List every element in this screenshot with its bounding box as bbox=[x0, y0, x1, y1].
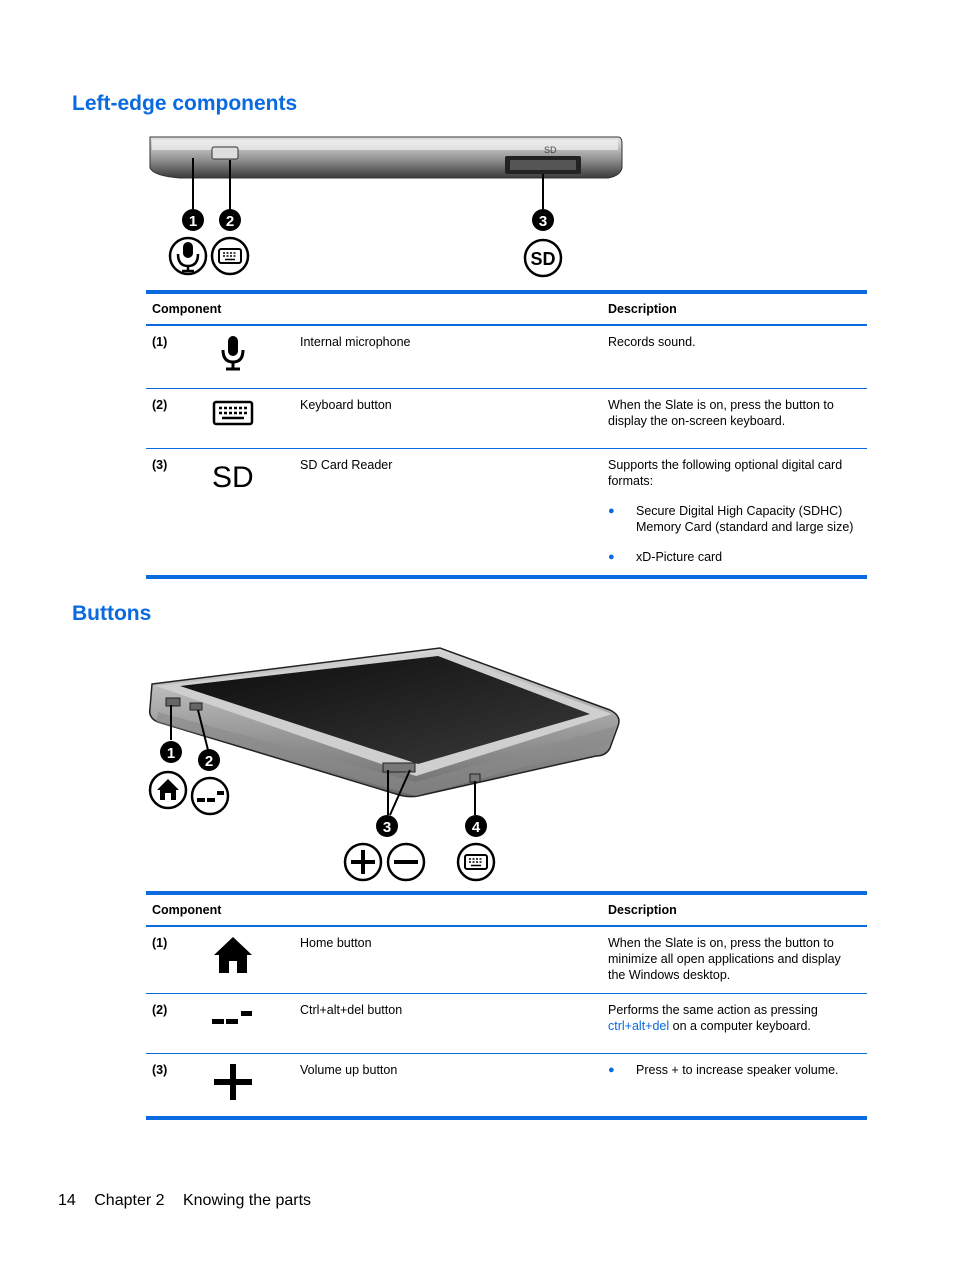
page-number: 14 bbox=[58, 1192, 76, 1209]
section-title-left-edge: Left-edge components bbox=[72, 92, 298, 115]
ctrl-alt-del-icon bbox=[192, 778, 228, 814]
svg-text:1: 1 bbox=[166, 745, 176, 762]
list-item: ● Secure Digital High Capacity (SDHC) Memory Card (standard and large size) bbox=[608, 504, 854, 534]
left-edge-components-table bbox=[146, 290, 867, 579]
keyboard-icon bbox=[198, 397, 258, 431]
table-row: (1) Internal microphone Records sound. bbox=[146, 325, 867, 389]
callout-2 bbox=[219, 209, 241, 231]
home-icon bbox=[198, 935, 258, 975]
callout-2 bbox=[198, 749, 220, 771]
bullet-icon: ● bbox=[608, 505, 615, 517]
callout-1 bbox=[182, 209, 204, 231]
svg-text:4: 4 bbox=[471, 819, 481, 836]
svg-text:3: 3 bbox=[538, 213, 548, 230]
bullet-icon: ● bbox=[608, 1064, 615, 1076]
plus-icon bbox=[198, 1062, 258, 1102]
svg-text:2: 2 bbox=[204, 753, 214, 770]
table-row: (2) Ctrl+alt+del button Performs the same action as pressing ctrl+alt+del on a computer keyboard. bbox=[146, 994, 867, 1054]
callout-3 bbox=[376, 815, 398, 837]
callout-4 bbox=[465, 815, 487, 837]
list-item: ● Press + to increase speaker volume. bbox=[608, 1063, 839, 1077]
microphone-icon bbox=[170, 238, 206, 274]
sd-card-icon bbox=[198, 457, 258, 493]
minus-icon bbox=[388, 844, 424, 880]
column-header-description: Description bbox=[602, 893, 867, 926]
chapter-label: Chapter 2 bbox=[94, 1192, 165, 1209]
callout-1 bbox=[160, 741, 182, 763]
table-row: (3) SD SD Card Reader Supports the following optional digital card formats: ● Secure Digital High Capacity (SDHC) Memory Card (standard and large size) ● xD-Picture card bbox=[146, 449, 867, 578]
buttons-illustration bbox=[140, 640, 640, 888]
keyboard-icon bbox=[458, 844, 494, 880]
svg-text:3: 3 bbox=[382, 819, 392, 836]
svg-text:SD: SD bbox=[530, 249, 556, 269]
table-row: (1) Home button When the Slate is on, press the button to minimize all open applications and display the Windows desktop. bbox=[146, 926, 867, 994]
callout-3 bbox=[532, 209, 554, 231]
list-item: ● xD-Picture card bbox=[608, 550, 723, 564]
table-row: (3) Volume up button ● Press + to increase speaker volume. bbox=[146, 1054, 867, 1119]
sd-card-icon bbox=[525, 240, 561, 276]
buttons-table bbox=[146, 891, 867, 1120]
home-icon bbox=[150, 772, 186, 808]
sd-edge-label: SD bbox=[544, 145, 557, 155]
svg-text:2: 2 bbox=[225, 213, 235, 230]
column-header-component: Component bbox=[146, 893, 602, 926]
chapter-title: Knowing the parts bbox=[182, 1192, 312, 1209]
bullet-icon: ● bbox=[608, 551, 615, 563]
column-header-component: Component bbox=[146, 292, 602, 325]
column-header-description: Description bbox=[602, 292, 867, 325]
ctrl-alt-del-link[interactable]: ctrl+alt+del bbox=[608, 1019, 670, 1033]
page-footer bbox=[58, 1192, 325, 1210]
svg-text:1: 1 bbox=[188, 213, 198, 230]
table-row: (2) Keyboard button When the Slate is on, press the button to display the on-screen keyboard. bbox=[146, 389, 867, 449]
svg-text:SD: SD bbox=[212, 461, 254, 493]
section-title-buttons: Buttons bbox=[72, 602, 152, 625]
left-edge-illustration bbox=[140, 132, 640, 282]
keyboard-icon bbox=[212, 238, 248, 274]
microphone-icon bbox=[198, 334, 258, 374]
plus-icon bbox=[345, 844, 381, 880]
ctrl-alt-del-icon bbox=[198, 1002, 258, 1032]
